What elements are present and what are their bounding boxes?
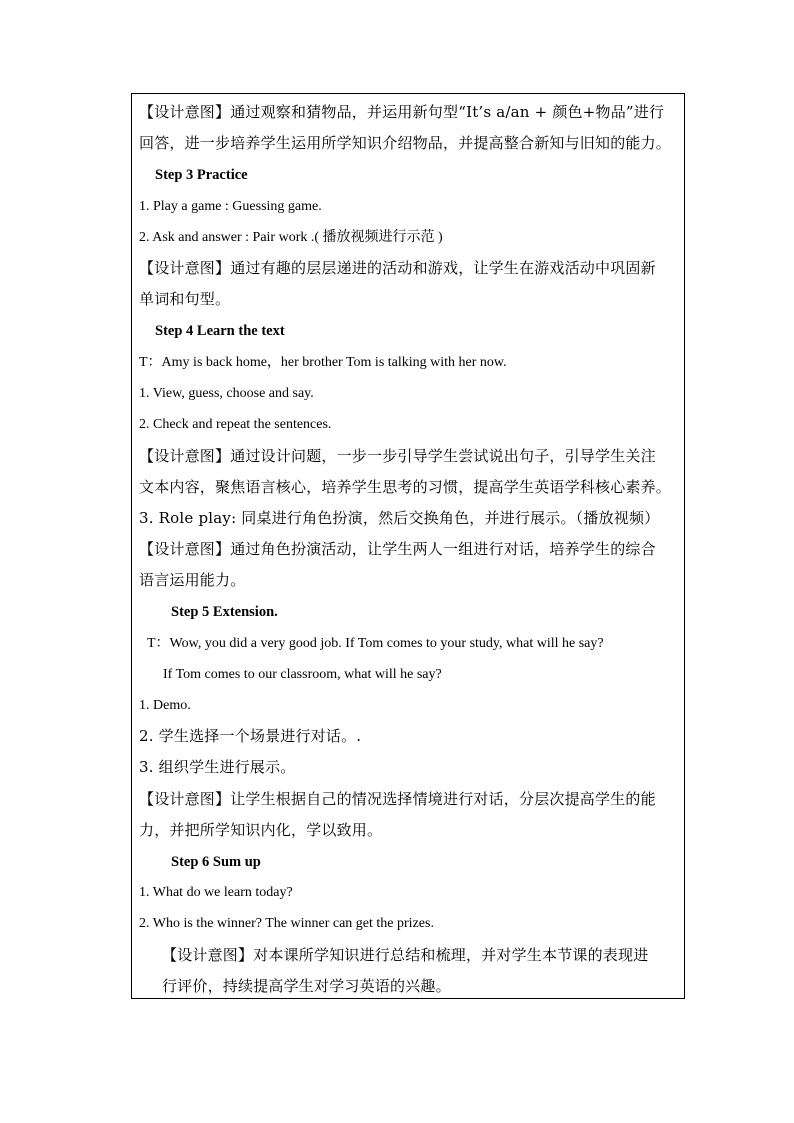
step-heading: Step 5 Extension.	[171, 604, 278, 620]
design-intent-paragraph: 【设计意图】对本课所学知识进行总结和梳理，并对学生本节课的表现进	[162, 946, 649, 964]
design-intent-paragraph: 回答，进一步培养学生运用所学知识介绍物品，并提高整合新知与旧知的能力。	[139, 134, 672, 152]
list-item: 1. Demo.	[139, 698, 191, 713]
design-intent-paragraph: 【设计意图】通过设计问题，一步一步引导学生尝试说出句子，引导学生关注	[139, 447, 656, 465]
list-item: 3. 组织学生进行展示。	[139, 758, 296, 776]
teacher-line: T：Amy is back home，her brother Tom is talking with her now.	[139, 355, 507, 370]
list-item: 2. Check and repeat the sentences.	[139, 417, 332, 432]
list-item: 3. Role play: 同桌进行角色扮演，然后交换角色，并进行展示。（播放视频）	[139, 509, 660, 527]
list-item: 1. What do we learn today?	[139, 885, 293, 900]
step-heading: Step 3 Practice	[155, 167, 248, 183]
list-item: 1. View, guess, choose and say.	[139, 386, 314, 401]
step-heading: Step 4 Learn the text	[155, 323, 285, 339]
design-intent-paragraph: 【设计意图】通过有趣的层层递进的活动和游戏，让学生在游戏活动中巩固新	[139, 259, 656, 277]
step-heading: Step 6 Sum up	[171, 854, 261, 870]
design-intent-paragraph: 【设计意图】让学生根据自己的情况选择情境进行对话，分层次提高学生的能	[139, 790, 656, 808]
design-intent-paragraph: 【设计意图】通过角色扮演活动，让学生两人一组进行对话，培养学生的综合	[139, 540, 656, 558]
list-item: 2. Ask and answer : Pair work .( 播放视频进行示范 )	[139, 230, 443, 245]
teacher-line: If Tom comes to our classroom, what will he say?	[163, 667, 442, 682]
design-intent-paragraph: 【设计意图】通过观察和猜物品，并运用新句型“It’s a/an + 颜色+物品”进行	[139, 103, 665, 121]
list-item: 2. Who is the winner? The winner can get the prizes.	[139, 916, 434, 931]
list-item: 2. 学生选择一个场景进行对话。.	[139, 727, 362, 745]
design-intent-paragraph: 行评价，持续提高学生对学习英语的兴趣。	[162, 977, 451, 995]
design-intent-paragraph: 力，并把所学知识内化，学以致用。	[139, 821, 383, 839]
teacher-line: T：Wow, you did a very good job. If Tom comes to your study, what will he say?	[147, 636, 604, 651]
design-intent-paragraph: 文本内容，聚焦语言核心，培养学生思考的习惯，提高学生英语学科核心素养。	[139, 478, 672, 496]
design-intent-paragraph: 语言运用能力。	[139, 571, 246, 589]
list-item: 1. Play a game : Guessing game.	[139, 199, 322, 214]
design-intent-paragraph: 单词和句型。	[139, 290, 231, 308]
